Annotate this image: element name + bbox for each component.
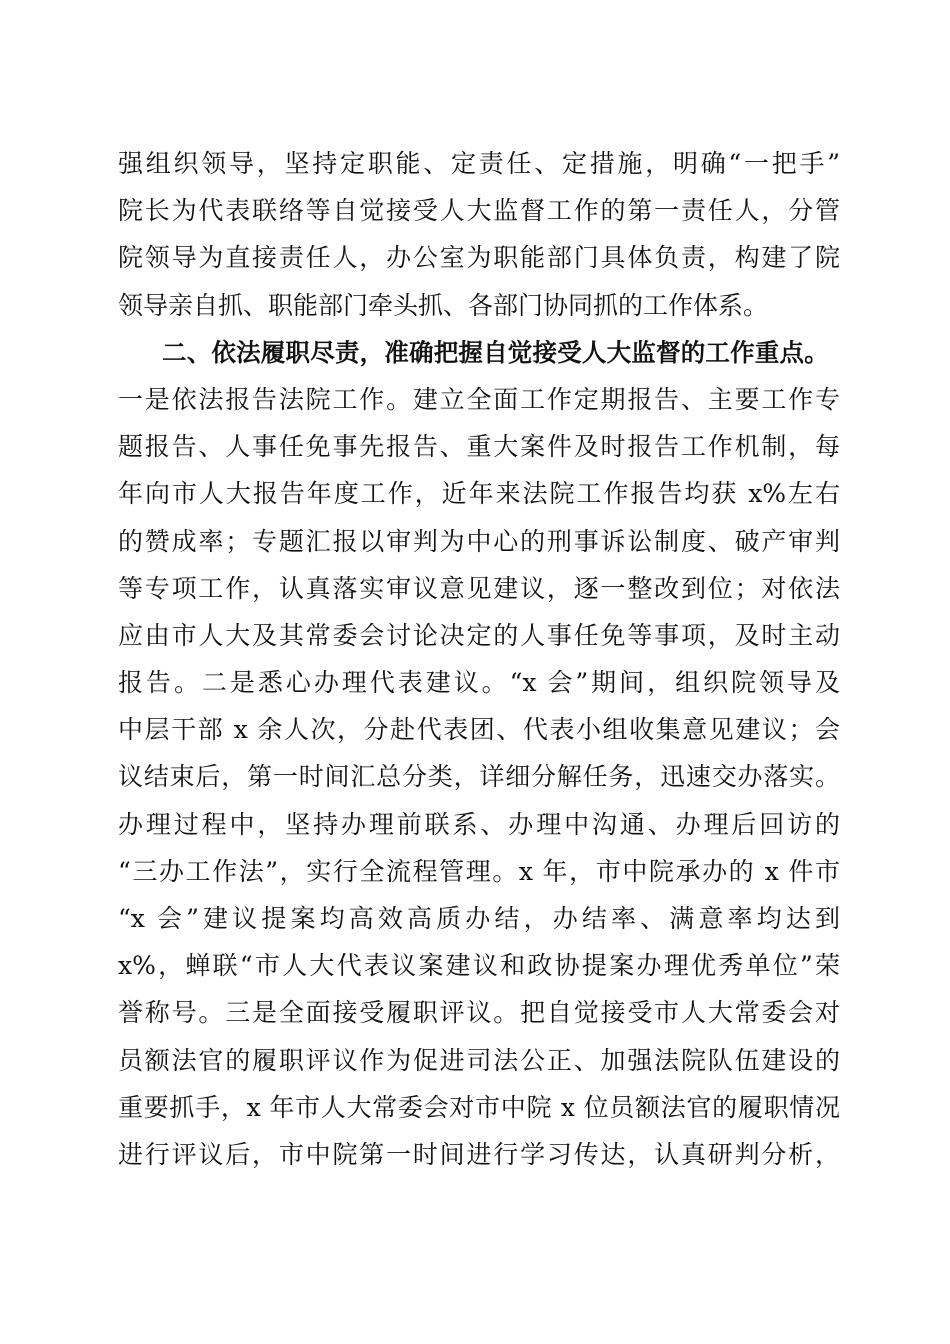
text-line: 办理过程中，坚持办理前联系、办理中沟通、办理后回访的 xyxy=(118,809,840,839)
text-line: 誉称号。三是全面接受履职评议。把自觉接受市人大常委会对 xyxy=(118,998,840,1028)
text-line: 员额法官的履职评议作为促进司法公正、加强法院队伍建设的 xyxy=(118,1045,840,1075)
body-text xyxy=(118,140,840,1178)
text-line: x%，蝉联“市人大代表议案建议和政协提案办理优秀单位”荣 xyxy=(118,951,840,981)
section-heading: 二、依法履职尽责，准确把握自觉接受人大监督的工作重点。 xyxy=(162,337,829,367)
text-line: 院长为代表联络等自觉接受人大监督工作的第一责任人，分管 xyxy=(118,196,840,226)
text-line: 领导亲自抓、职能部门牵头抓、各部门协同抓的工作体系。 xyxy=(118,290,769,320)
text-line: 议结束后，第一时间汇总分类，详细分解任务，迅速交办落实。 xyxy=(118,762,840,792)
text-line: 中层干部 x 余人次，分赴代表团、代表小组收集意见建议；会 xyxy=(118,715,840,745)
text-line: 报告。二是悉心办理代表建议。“x 会”期间，组织院领导及 xyxy=(118,668,840,698)
text-line: 重要抓手，x 年市人大常委会对市中院 x 位员额法官的履职情况 xyxy=(118,1092,840,1122)
text-line: “三办工作法”，实行全流程管理。x 年，市中院承办的 x 件市 xyxy=(118,856,840,886)
text-line: 的赞成率；专题汇报以审判为中心的刑事诉讼制度、破产审判 xyxy=(118,526,840,556)
text-line: 题报告、人事任免事先报告、重大案件及时报告工作机制，每 xyxy=(118,432,840,462)
text-line: 强组织领导，坚持定职能、定责任、定措施，明确“一把手” xyxy=(118,149,840,178)
text-line: 等专项工作，认真落实审议意见建议，逐一整改到位；对依法 xyxy=(118,573,840,603)
text-line: 年向市人大报告年度工作，近年来法院工作报告均获 x%左右 xyxy=(118,479,840,509)
text-line: 一是依法报告法院工作。建立全面工作定期报告、主要工作专 xyxy=(118,384,840,414)
text-line: 进行评议后，市中院第一时间进行学习传达，认真研判分析， xyxy=(118,1139,840,1169)
text-line: 院领导为直接责任人，办公室为职能部门具体负责，构建了院 xyxy=(118,243,840,273)
text-line: 应由市人大及其常委会讨论决定的人事任免等事项，及时主动 xyxy=(118,620,840,650)
text-line: “x 会”建议提案均高效高质办结，办结率、满意率均达到 xyxy=(118,904,840,933)
